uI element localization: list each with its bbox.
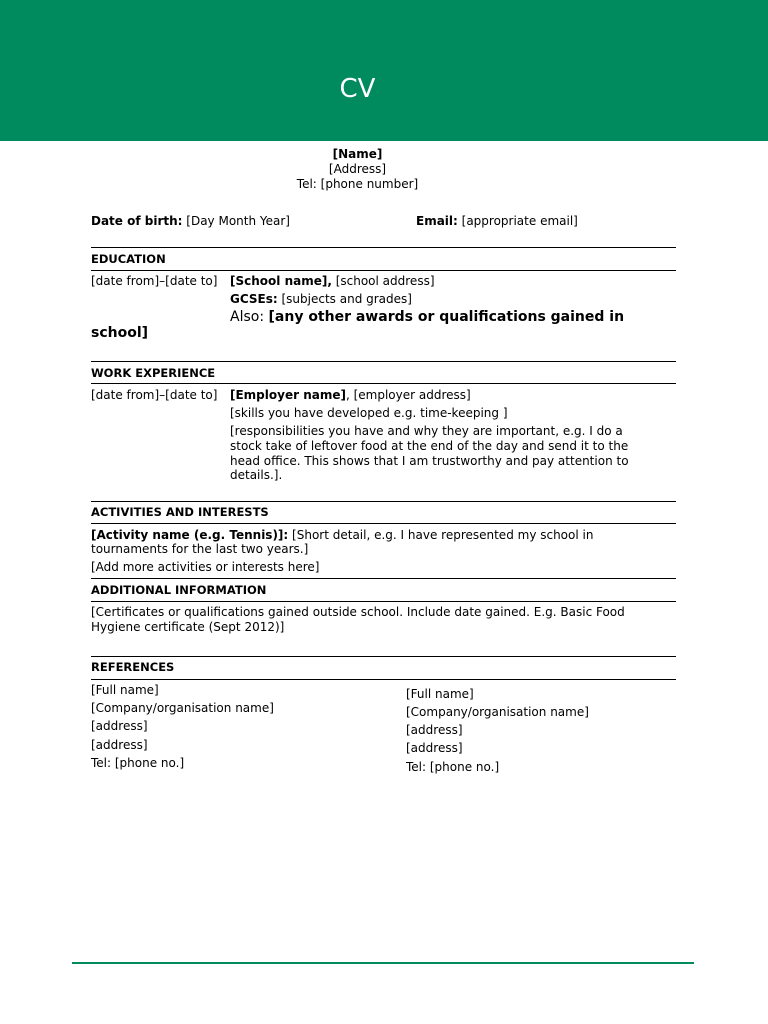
reference-right-address: [address] xyxy=(406,741,463,755)
activity-label: [Activity name (e.g. Tennis)]: xyxy=(91,528,289,542)
responsibilities-line: details.]. xyxy=(230,468,283,482)
email-value: [appropriate email] xyxy=(457,214,578,228)
divider xyxy=(91,383,676,384)
divider xyxy=(91,679,676,680)
employer-row xyxy=(230,388,471,403)
reference-right-company: [Company/organisation name] xyxy=(406,705,589,719)
divider xyxy=(91,361,676,362)
education-dates: [date from]–[date to] xyxy=(91,274,218,288)
divider xyxy=(91,523,676,524)
also-row-continued xyxy=(91,325,148,342)
activity-row-continued: tournaments for the last two years.] xyxy=(91,542,309,556)
reference-left-address: [address] xyxy=(91,719,148,733)
divider xyxy=(91,247,676,248)
also-row xyxy=(230,309,624,326)
responsibilities-line: [responsibilities you have and why they are important, e.g. I do a xyxy=(230,424,623,438)
activity-value: [Short detail, e.g. I have represented my school in xyxy=(288,528,594,542)
employer-label: [Employer name] xyxy=(230,388,346,402)
phone-line: Tel: [phone number] xyxy=(296,177,419,191)
work-dates: [date from]–[date to] xyxy=(91,388,218,402)
divider xyxy=(91,270,676,271)
also-text-continued: school] xyxy=(91,325,149,341)
additional-line: Hygiene certificate (Sept 2012)] xyxy=(91,620,285,634)
section-heading-additional: ADDITIONAL INFORMATION xyxy=(91,583,267,597)
reference-right-tel: Tel: [phone no.] xyxy=(406,760,500,774)
also-text: [any other awards or qualifications gained in xyxy=(268,309,625,325)
gcses-value: [subjects and grades] xyxy=(277,292,412,306)
divider xyxy=(91,578,676,579)
gcses-label: GCSEs: xyxy=(230,292,278,306)
section-heading-education: EDUCATION xyxy=(91,252,166,266)
section-heading-references: REFERENCES xyxy=(91,660,175,674)
skills-line: [skills you have developed e.g. time-keeping ] xyxy=(230,406,508,420)
reference-left-name: [Full name] xyxy=(91,683,159,697)
email-row xyxy=(416,214,578,229)
page-title: CV xyxy=(339,74,376,104)
activity-row xyxy=(91,528,593,543)
gcses-row xyxy=(230,292,412,307)
school-value: [school address] xyxy=(331,274,435,288)
section-heading-work: WORK EXPERIENCE xyxy=(91,366,216,380)
footer-divider xyxy=(72,962,694,964)
dob-label: Date of birth: xyxy=(91,214,183,228)
reference-left-tel: Tel: [phone no.] xyxy=(91,756,185,770)
divider xyxy=(91,656,676,657)
header-banner xyxy=(0,0,768,141)
reference-left-company: [Company/organisation name] xyxy=(91,701,274,715)
reference-right-name: [Full name] xyxy=(406,687,474,701)
name-text: [Name] xyxy=(332,147,383,161)
address-line: [Address] xyxy=(328,162,387,176)
email-label: Email: xyxy=(416,214,458,228)
also-label: Also: xyxy=(230,309,269,325)
employer-value: , [employer address] xyxy=(345,388,471,402)
responsibilities-line: stock take of leftover food at the end of the day and send it to the xyxy=(230,439,629,453)
divider xyxy=(91,501,676,502)
school-label: [School name], xyxy=(230,274,332,288)
dob-row xyxy=(91,214,290,229)
section-heading-activities: ACTIVITIES AND INTERESTS xyxy=(91,505,269,519)
dob-value: [Day Month Year] xyxy=(182,214,290,228)
additional-line: [Certificates or qualifications gained outside school. Include date gained. E.g. Basic Food xyxy=(91,605,625,619)
responsibilities-line: head office. This shows that I am trustworthy and pay attention to xyxy=(230,454,629,468)
school-row xyxy=(230,274,435,289)
reference-left-address: [address] xyxy=(91,738,148,752)
reference-right-address: [address] xyxy=(406,723,463,737)
more-activities-line: [Add more activities or interests here] xyxy=(91,560,320,574)
divider xyxy=(91,601,676,602)
name-line xyxy=(0,147,715,162)
